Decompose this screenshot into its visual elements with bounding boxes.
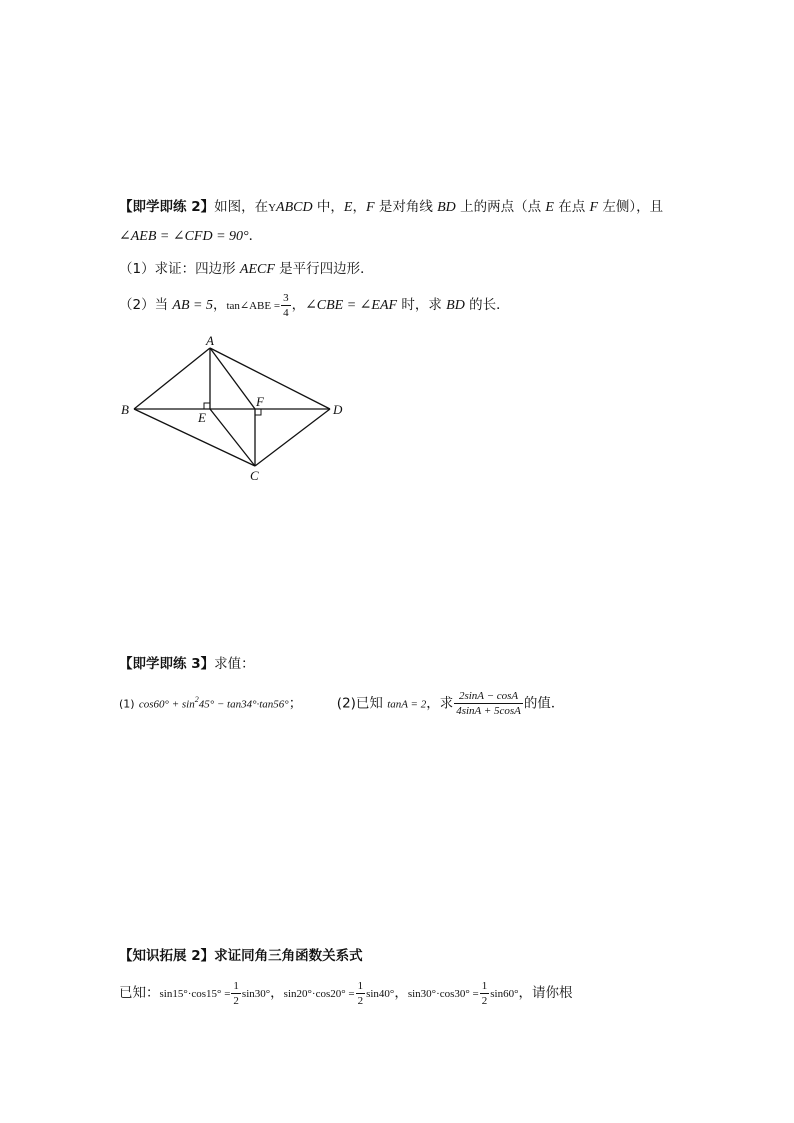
exercise-3-heading: 【即学即练 3】 <box>119 656 215 672</box>
segment-af <box>210 348 255 409</box>
fraction-half-3: $\frac{1}{2}$ <box>481 979 488 1007</box>
right-angle-mark-f <box>255 409 261 415</box>
segment-ad <box>210 348 330 409</box>
parallelogram-figure <box>118 332 358 487</box>
segment-cd <box>255 409 330 466</box>
label-c: C <box>250 468 259 483</box>
extension-2-statement: 【知识拓展 2】求证同角三角函数关系式 <box>119 948 363 964</box>
fraction-3-4: $\frac{3}{4}$ <box>283 291 289 319</box>
label-d: D <box>333 402 343 417</box>
exercise-3-problems: (1) $\cos 60^\circ + \sin^245^\circ - \tan 34^\circ\cdot\tan 56^\circ$； (2)已知 tanA = 2，求 $\frac{2\sin A - \cos A}{4\sin A + 5\cos A}$ 的值． <box>119 690 565 717</box>
exercise-3-statement: 【即学即练 3】求值： <box>119 656 255 672</box>
extension-2-heading: 【知识拓展 2】 <box>119 948 215 964</box>
fraction-trig-expression: $\frac{2\sin A - \cos A}{4\sin A + 5\cos A}$ <box>456 690 521 717</box>
right-angle-mark-e <box>204 403 210 409</box>
exercise-2-statement: 【即学即练 2】如图，在YABCD 中，E，F 是对角线 BD 上的两点（点 E 在点 F 左侧），且 <box>119 199 664 215</box>
exercise-2-question-2: （2）当 AB = 5，tan∠ABE = $\frac{3}{4}$ ，∠CBE = ∠EAF 时，求 BD 的长． <box>119 291 510 319</box>
extension-2-known-identities: 已知：sin15°·cos15° = $\frac{1}{2}$ sin30°，sin20°·cos20° = $\frac{1}{2}$ sin40°，sin30°·cos30° = $\frac{1}{2}$ sin60°，请你根 <box>119 979 573 1007</box>
segment-bc <box>134 409 255 466</box>
label-b: B <box>121 402 129 417</box>
fraction-half-1: $\frac{1}{2}$ <box>233 979 239 1007</box>
segment-ec <box>210 409 255 466</box>
exercise-2-question-1: （1）求证：四边形 AECF 是平行四边形． <box>119 261 374 277</box>
label-f: F <box>256 394 264 409</box>
exercise-2-condition: ∠AEB = ∠CFD = 90°． <box>119 228 263 244</box>
label-e: E <box>198 410 206 425</box>
exercise-2-heading: 【即学即练 2】 <box>119 199 215 215</box>
segment-ab <box>134 348 210 409</box>
fraction-half-2: $\frac{1}{2}$ <box>357 979 364 1007</box>
label-a: A <box>206 333 214 348</box>
